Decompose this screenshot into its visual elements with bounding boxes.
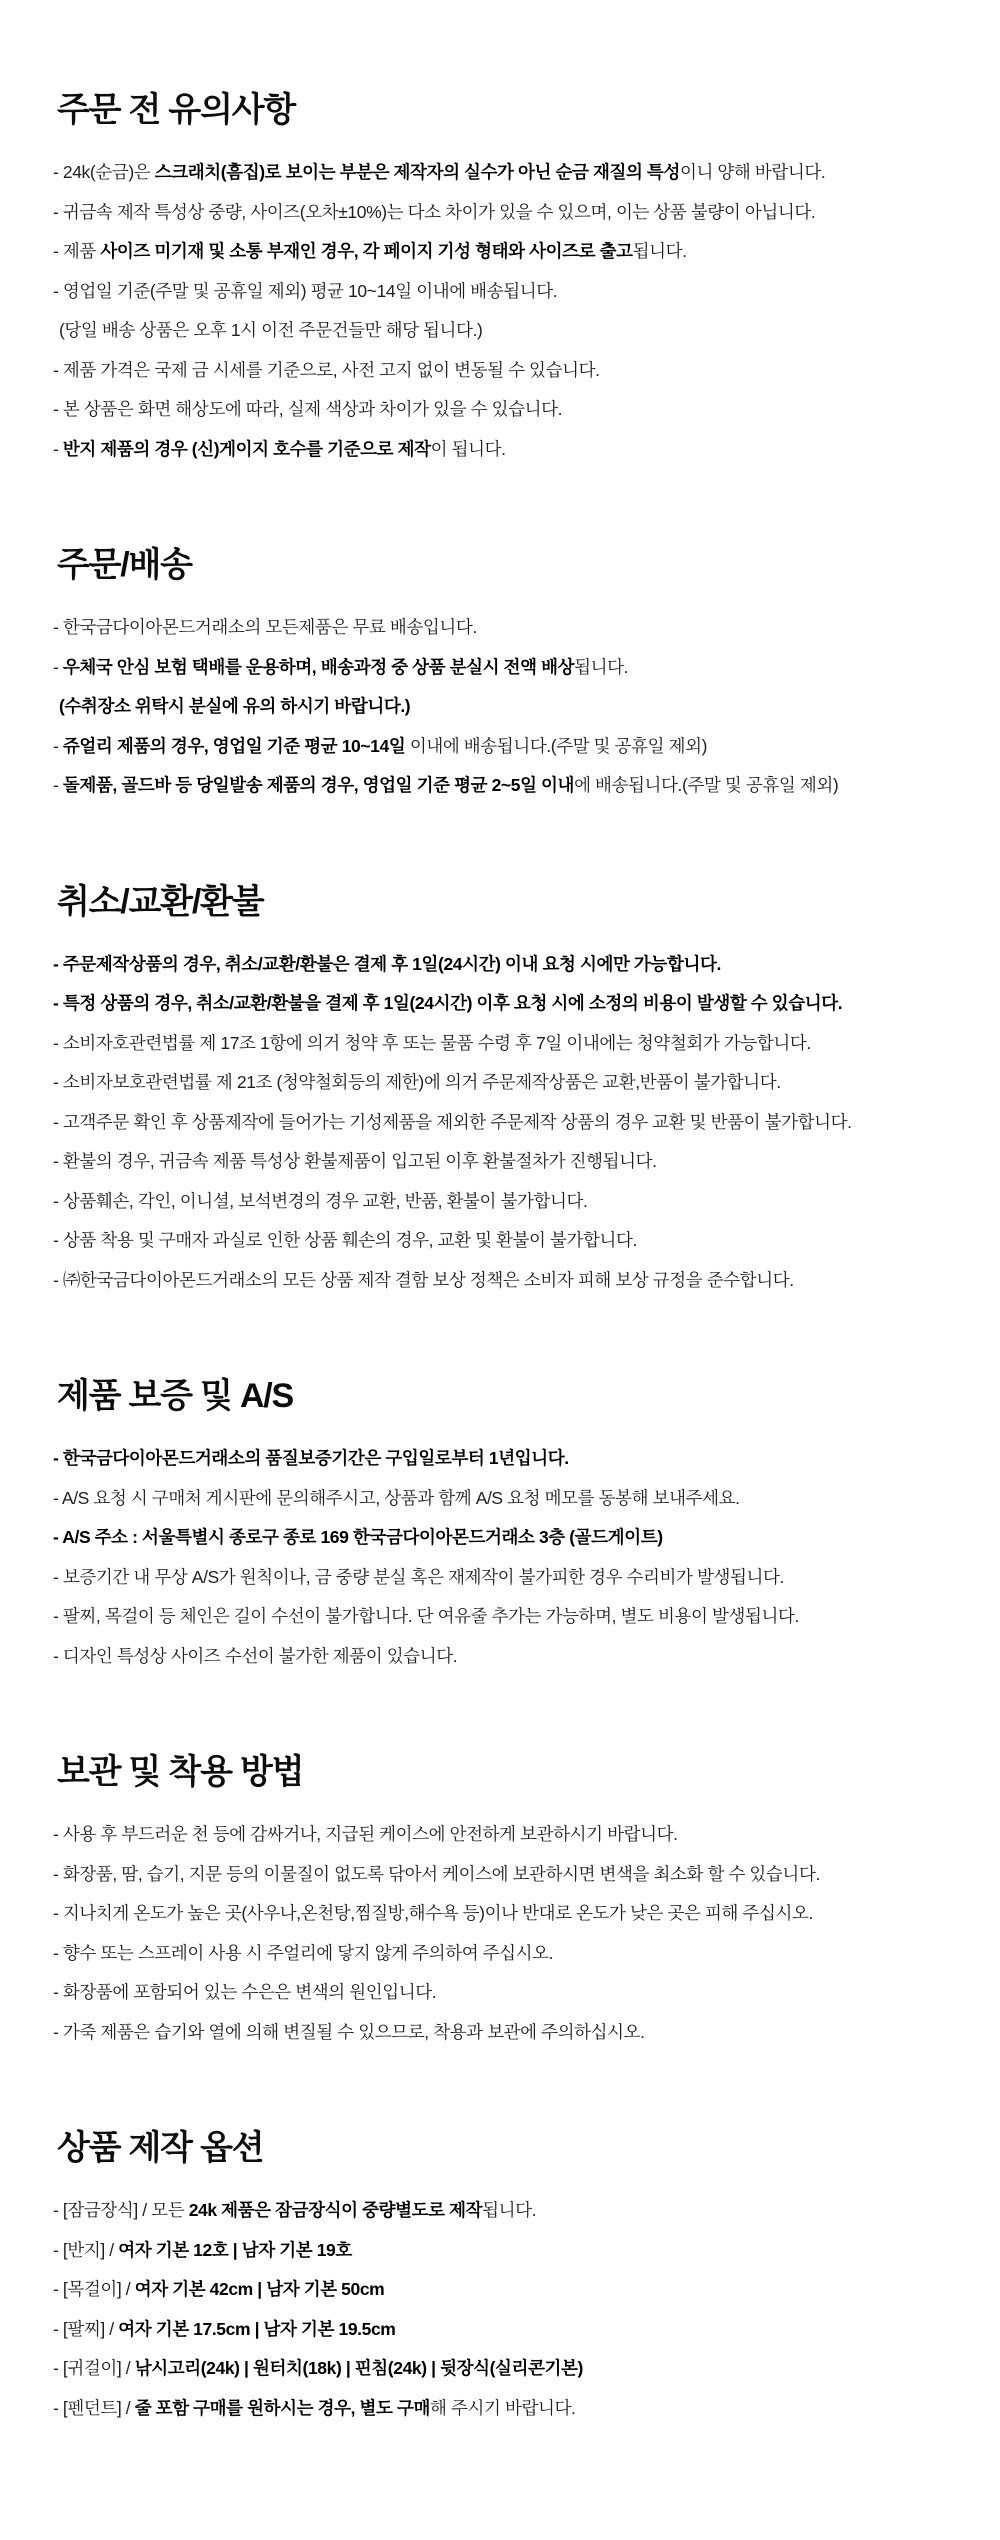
regular-text: - 향수 또는 스프레이 사용 시 주얼리에 닿지 않게 주의하여 주십시오. [53,1942,554,1963]
notice-line [53,727,970,767]
section-title: 제품 보증 및 A/S [57,1377,294,1415]
notice-line [53,766,970,806]
bold-text: 줄 포함 구매를 원하시는 경우, 별도 구매 [134,2397,431,2418]
notice-line [53,1479,970,1519]
notice-line [53,1934,970,1974]
notice-line [53,1142,970,1182]
regular-text: 이니 양해 바랍니다. [679,162,826,182]
notice-line [53,1103,970,1143]
regular-text: - 보증기간 내 무상 A/S가 원칙이나, 금 중량 분실 혹은 재제작이 불가피한 경우 수리비가 발생됩니다. [53,1566,785,1587]
notice-line [53,608,970,648]
regular-text: 됩니다. [632,241,687,261]
regular-text: - [53,438,63,459]
section-title: 상품 제작 옵션 [57,2129,264,2167]
regular-text: - 상품 착용 및 구매자 과실로 인한 상품 훼손의 경우, 교환 및 환불이 불가합니다. [53,1230,638,1250]
notice-line [53,1221,970,1261]
regular-text: - 본 상품은 화면 해상도에 따라, 실제 색상과 차이가 있을 수 있습니다. [53,399,563,419]
section-title: 주문/배송 [57,546,192,584]
notice-line [53,2013,970,2053]
bold-text: 쥬얼리 제품의 경우, 영업일 기준 평균 10~14일 [62,735,406,756]
regular-text: - 디자인 특성상 사이즈 수선이 불가한 제품이 있습니다. [53,1645,458,1666]
regular-text: - 한국금다이아몬드거래소의 모든제품은 무료 배송입니다. [53,617,477,637]
regular-text: - [53,775,63,795]
regular-text: - 지나치게 온도가 높은 곳(사우나,온천탕,찜질방,해수욕 등)이나 반대로 온도가 낮은 곳은 피해 주십시오. [53,1903,813,1923]
bold-text: 24k 제품은 잠금장식이 중량별도로 제작 [188,2200,483,2220]
regular-text: - 화장품에 포함되어 있는 수은은 변색의 원인입니다. [53,1982,437,2002]
regular-text: - [팔찌] / [53,2318,119,2339]
regular-text: - [펜던트] / [53,2397,135,2418]
regular-text: - 상품훼손, 각인, 이니셜, 보석변경의 경우 교환, 반품, 환불이 불가합니다. [53,1190,588,1211]
notice-line [53,984,970,1024]
notice-line [53,2270,970,2310]
notice-section-3 [53,882,970,1301]
notice-line [53,1637,970,1677]
regular-text: 이 됩니다. [430,438,506,459]
regular-text: - 화장품, 땀, 습기, 지문 등의 이물질이 없도록 닦아서 케이스에 보관하시면 변색을 최소화 할 수 있습니다. [53,1863,820,1884]
bold-text: 사이즈 미기재 및 소통 부재인 경우, 각 페이지 기성 형태와 사이즈로 출고 [100,241,633,261]
notice-line [53,1024,970,1064]
regular-text: - 소비자보호관련법률 제 21조 (청약철회등의 제한)에 의거 주문제작상품은 교환,반품이 불가합니다. [53,1072,781,1092]
section-title: 취소/교환/환불 [57,882,264,921]
regular-text: - 사용 후 부드러운 천 등에 감싸거나, 지급된 케이스에 안전하게 보관하시기 바랍니다. [53,1824,678,1844]
regular-text: - 소비자호관련법률 제 17조 1항에 의거 청약 후 또는 물품 수령 후 7일 이내에는 청약철회가 가능합니다. [53,1032,811,1053]
regular-text: - 환불의 경우, 귀금속 제품 특성상 환불제품이 입고된 이후 환불절차가 진행됩니다. [53,1151,657,1171]
bold-text: 스크래치(흠집)로 보이는 부분은 제작자의 실수가 아닌 순금 재질의 특성 [154,162,680,182]
regular-text: 됩니다. [574,656,629,677]
regular-text: - [반지] / [53,2239,119,2260]
notice-line [53,2349,970,2389]
notice-line [53,1518,970,1558]
regular-text: - 제품 [53,241,101,261]
notice-line [53,232,970,272]
regular-text: - [목걸이] / [53,2279,135,2299]
regular-text: - 24k(순금)은 [53,162,155,182]
notice-line [53,1855,970,1895]
regular-text: - 고객주문 확인 후 상품제작에 들어가는 기성제품을 제외한 주문제작 상품의 경우 교환 및 반품이 불가합니다. [53,1111,852,1132]
bold-text: (수취장소 위탁시 분실에 유의 하시기 바랍니다.) [59,696,411,716]
regular-text: (당일 배송 상품은 오후 1시 이전 주문건들만 해당 됩니다.) [59,320,483,340]
regular-text: - [잠금장식] / 모든 [53,2200,189,2220]
bold-text: 우체국 안심 보험 택배를 운용하며, 배송과정 중 상품 분실시 전액 배상 [62,656,575,677]
notice-line [53,1439,970,1479]
bold-text: - 주문제작상품의 경우, 취소/교환/환불은 결제 후 1일(24시간) 이내 요청 시에만 가능합니다. [53,953,721,974]
bold-text: - 한국금다이아몬드거래소의 품질보증기간은 구입일로부터 1년입니다. [53,1448,569,1468]
bold-text: 여자 기본 17.5cm | 남자 기본 19.5cm [118,2318,396,2339]
notice-line [53,687,970,727]
notice-line [53,390,970,430]
notice-line [53,430,970,470]
notice-line [53,1894,970,1934]
regular-text: - 제품 가격은 국제 금 시세를 기준으로, 사전 고지 없이 변동될 수 있습니다. [53,359,600,380]
notice-line [53,1815,970,1855]
regular-text: - ㈜한국금다이아몬드거래소의 모든 상품 제작 결함 보상 정책은 소비자 피해 보상 규정을 준수합니다. [53,1269,794,1290]
bold-text: 여자 기본 42cm | 남자 기본 50cm [134,2279,385,2299]
notice-line [53,351,970,391]
regular-text: 됩니다. [482,2200,537,2220]
regular-text: - 귀금속 제작 특성상 중량, 사이즈(오차±10%)는 다소 차이가 있을 수 있으며, 이는 상품 불량이 아닙니다. [53,201,816,222]
bold-text: - A/S 주소 : 서울특별시 종로구 종로 169 한국금다이아몬드거래소 3층 (골드게이트) [53,1527,663,1547]
regular-text: 에 배송됩니다.(주말 및 공휴일 제외) [574,775,839,795]
regular-text: 해 주시기 바랍니다. [430,2397,576,2418]
bold-text: 돌제품, 골드바 등 당일발송 제품의 경우, 영업일 기준 평균 2~5일 이내 [62,775,575,795]
notice-line [53,2389,970,2429]
notice-line [53,193,970,233]
bold-text: 여자 기본 12호 | 남자 기본 19호 [118,2239,352,2260]
notice-line [53,1597,970,1637]
bold-text: 반지 제품의 경우 (신)게이지 호수를 기준으로 제작 [62,438,431,459]
bold-text: 낚시고리(24k) | 원터치(18k) | 핀침(24k) | 뒷장식(실리콘기본) [134,2358,583,2378]
notice-line [53,311,970,351]
notice-line [53,153,970,193]
regular-text: - [53,656,63,677]
notice-line [53,945,970,985]
notice-section-5 [53,1752,970,2052]
notice-line [53,2191,970,2231]
notice-line [53,272,970,312]
regular-text: 이내에 배송됩니다.(주말 및 공휴일 제외) [405,735,708,756]
notice-line [53,1182,970,1222]
notice-line [53,1261,970,1301]
notice-section-2 [53,545,970,806]
notice-line [53,2231,970,2271]
section-title: 보관 및 착용 방법 [57,1753,304,1791]
notice-line [53,1558,970,1598]
notice-line [53,1063,970,1103]
regular-text: - [귀걸이] / [53,2358,135,2378]
notice-section-1 [53,90,970,469]
notice-line [53,2310,970,2350]
regular-text: - 가죽 제품은 습기와 열에 의해 변질될 수 있으므로, 착용과 보관에 주의하십시오. [53,2021,645,2042]
notice-section-6 [53,2128,970,2428]
regular-text: - 영업일 기준(주말 및 공휴일 제외) 평균 10~14일 이내에 배송됩니다. [53,280,558,301]
notice-section-4 [53,1376,970,1676]
regular-text: - 팔찌, 목걸이 등 체인은 길이 수선이 불가합니다. 단 여유줄 추가는 가능하며, 별도 비용이 발생됩니다. [53,1606,799,1626]
notice-line [53,1973,970,2013]
section-title: 주문 전 유의사항 [57,91,296,129]
bold-text: - 특정 상품의 경우, 취소/교환/환불을 결제 후 1일(24시간) 이후 요청 시에 소정의 비용이 발생할 수 있습니다. [53,993,843,1013]
regular-text: - [53,735,63,756]
notice-line [53,648,970,688]
regular-text: - A/S 요청 시 구매처 게시판에 문의해주시고, 상품과 함께 A/S 요청 메모를 동봉해 보내주세요. [53,1487,740,1508]
